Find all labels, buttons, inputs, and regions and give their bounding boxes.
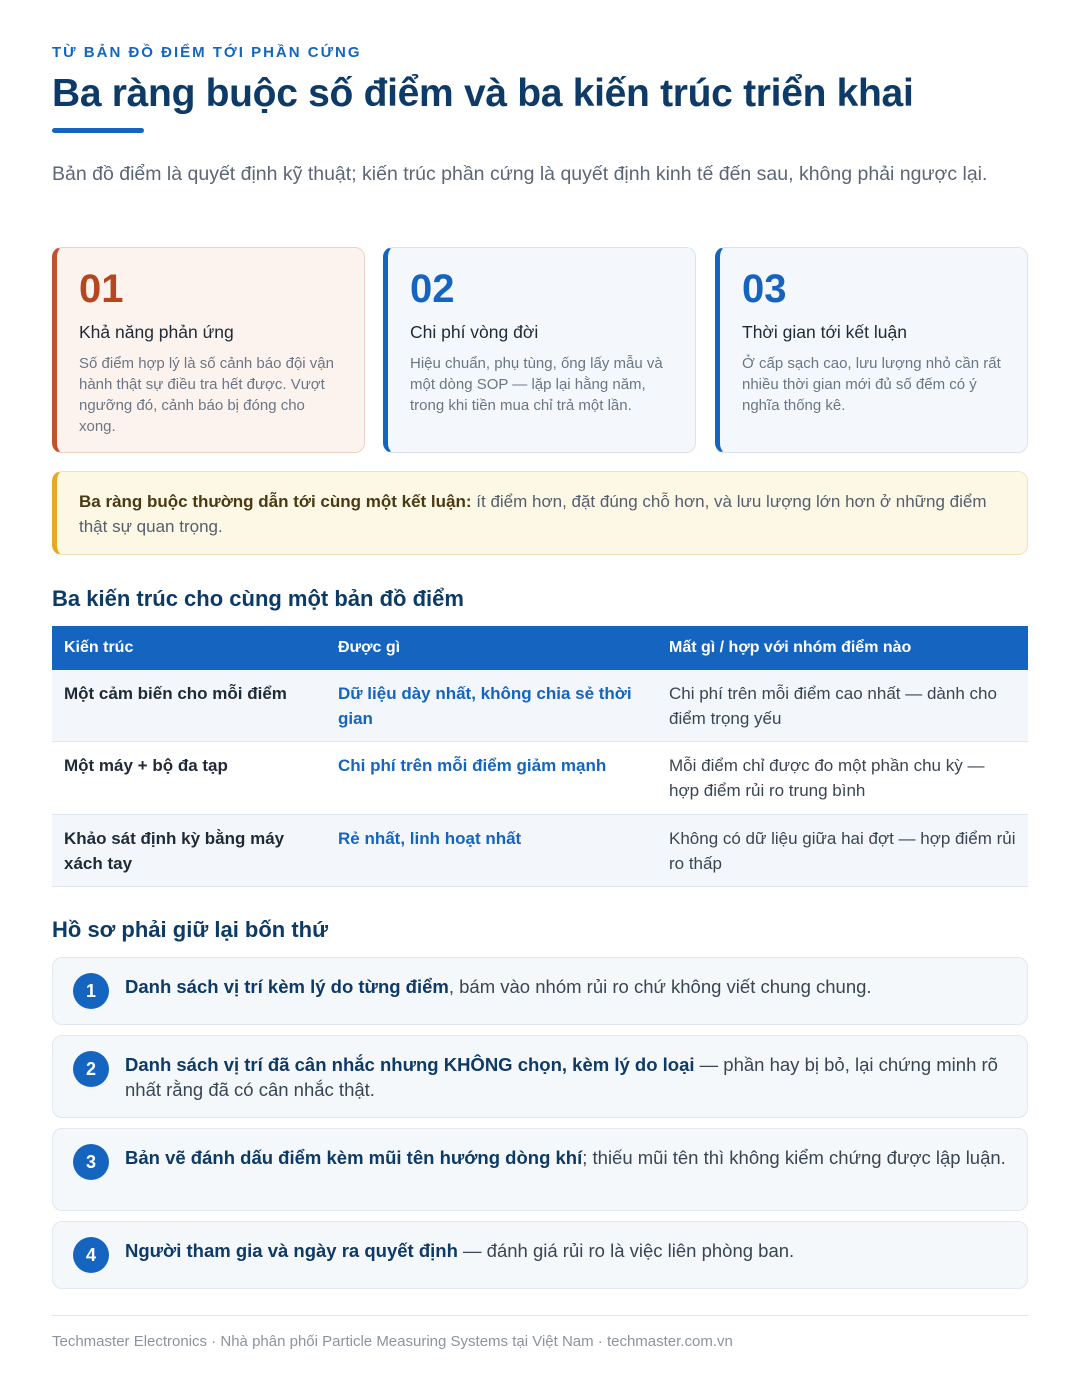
table-row xyxy=(52,742,1028,815)
architectures-heading: Ba kiến trúc cho cùng một bản đồ điểm xyxy=(52,586,464,611)
record-item-4 xyxy=(52,1221,1028,1289)
record-text xyxy=(125,1238,1007,1263)
constraint-body: Số điểm hợp lý là số cảnh báo đội vận hành thật sự điều tra hết được. Vượt ngưỡng đó, cảnh báo bị đóng cho xong. xyxy=(79,355,334,435)
record-number-badge: 2 xyxy=(73,1051,109,1087)
constraint-number: 02 xyxy=(410,267,455,311)
record-text xyxy=(125,1052,1007,1102)
title-underline xyxy=(52,128,144,133)
record-number-badge: 4 xyxy=(73,1237,109,1273)
constraint-cards xyxy=(52,247,1028,453)
record-bold: Người tham gia và ngày ra quyết định xyxy=(125,1240,458,1261)
record-item-3 xyxy=(52,1128,1028,1211)
column-header-loss: Mất gì / hợp với nhóm điểm nào xyxy=(669,639,912,656)
record-rest: — phần hay bị bỏ, lại chứng minh rõ nhất rằng đã có cân nhắc thật. xyxy=(125,1054,998,1100)
record-number-badge: 1 xyxy=(73,973,109,1009)
gain-cell: Dữ liệu dày nhất, không chia sẻ thời gian xyxy=(338,684,632,728)
callout-text: ít điểm hơn, đặt đúng chỗ hơn, và lưu lượng lớn hơn ở những điểm thật sự quan trọng. xyxy=(79,492,987,536)
constraint-number: 01 xyxy=(79,267,124,311)
record-bold: Danh sách vị trí kèm lý do từng điểm xyxy=(125,976,449,997)
footer-divider xyxy=(52,1315,1028,1316)
records-heading: Hồ sơ phải giữ lại bốn thứ xyxy=(52,917,329,942)
constraint-title: Khả năng phản ứng xyxy=(79,322,234,342)
column-header-architecture: Kiến trúc xyxy=(64,639,134,656)
constraint-body: Hiệu chuẩn, phụ tùng, ống lấy mẫu và một dòng SOP — lặp lại hằng năm, trong khi tiền mua chỉ trả một lần. xyxy=(410,355,663,414)
architecture-cell: Khảo sát định kỳ bằng máy xách tay xyxy=(64,829,285,873)
constraint-title: Chi phí vòng đời xyxy=(410,322,539,342)
page-title: Ba ràng buộc số điểm và ba kiến trúc triển khai xyxy=(52,72,914,115)
architectures-table xyxy=(52,626,1028,887)
record-number-badge: 3 xyxy=(73,1144,109,1180)
record-text xyxy=(125,1145,1007,1170)
table-row xyxy=(52,670,1028,742)
architecture-cell: Một cảm biến cho mỗi điểm xyxy=(64,684,287,703)
lede: Bản đồ điểm là quyết định kỹ thuật; kiến trúc phần cứng là quyết định kinh tế đến sau, không phải ngược lại. xyxy=(52,163,988,185)
architecture-cell: Một máy + bộ đa tạp xyxy=(64,756,228,775)
loss-cell: Chi phí trên mỗi điểm cao nhất — dành cho điểm trọng yếu xyxy=(669,684,997,728)
constraint-title: Thời gian tới kết luận xyxy=(742,322,907,342)
column-header-gain: Được gì xyxy=(338,639,401,656)
constraint-card-3 xyxy=(715,247,1028,453)
table-row xyxy=(52,815,1028,887)
record-item-2 xyxy=(52,1035,1028,1118)
conclusion-callout xyxy=(52,471,1028,555)
eyebrow: TỪ BẢN ĐỒ ĐIỂM TỚI PHẦN CỨNG xyxy=(52,44,362,61)
record-bold: Danh sách vị trí đã cân nhắc nhưng KHÔNG chọn, kèm lý do loại xyxy=(125,1054,695,1075)
constraint-body: Ở cấp sạch cao, lưu lượng nhỏ cần rất nhiều thời gian mới đủ số đếm có ý nghĩa thống kê. xyxy=(742,355,1001,414)
callout-lead: Ba ràng buộc thường dẫn tới cùng một kết luận: xyxy=(79,492,472,511)
table-header xyxy=(52,626,1028,670)
footer: Techmaster Electronics · Nhà phân phối Particle Measuring Systems tại Việt Nam · techmaster.com.vn xyxy=(52,1333,733,1350)
record-item-1 xyxy=(52,957,1028,1025)
record-text xyxy=(125,974,1007,999)
record-rest: , bám vào nhóm rủi ro chứ không viết chung chung. xyxy=(448,976,872,997)
gain-cell: Chi phí trên mỗi điểm giảm mạnh xyxy=(338,756,607,775)
loss-cell: Mỗi điểm chỉ được đo một phần chu kỳ — hợp điểm rủi ro trung bình xyxy=(669,756,985,800)
constraint-number: 03 xyxy=(742,267,787,311)
record-bold: Bản vẽ đánh dấu điểm kèm mũi tên hướng dòng khí xyxy=(125,1147,583,1168)
record-rest: — đánh giá rủi ro là việc liên phòng ban. xyxy=(457,1240,795,1261)
constraint-card-2 xyxy=(383,247,696,453)
gain-cell: Rẻ nhất, linh hoạt nhất xyxy=(338,829,522,848)
constraint-card-1 xyxy=(52,247,365,453)
loss-cell: Không có dữ liệu giữa hai đợt — hợp điểm rủi ro thấp xyxy=(669,829,1016,873)
record-rest: ; thiếu mũi tên thì không kiểm chứng được lập luận. xyxy=(582,1147,1006,1168)
